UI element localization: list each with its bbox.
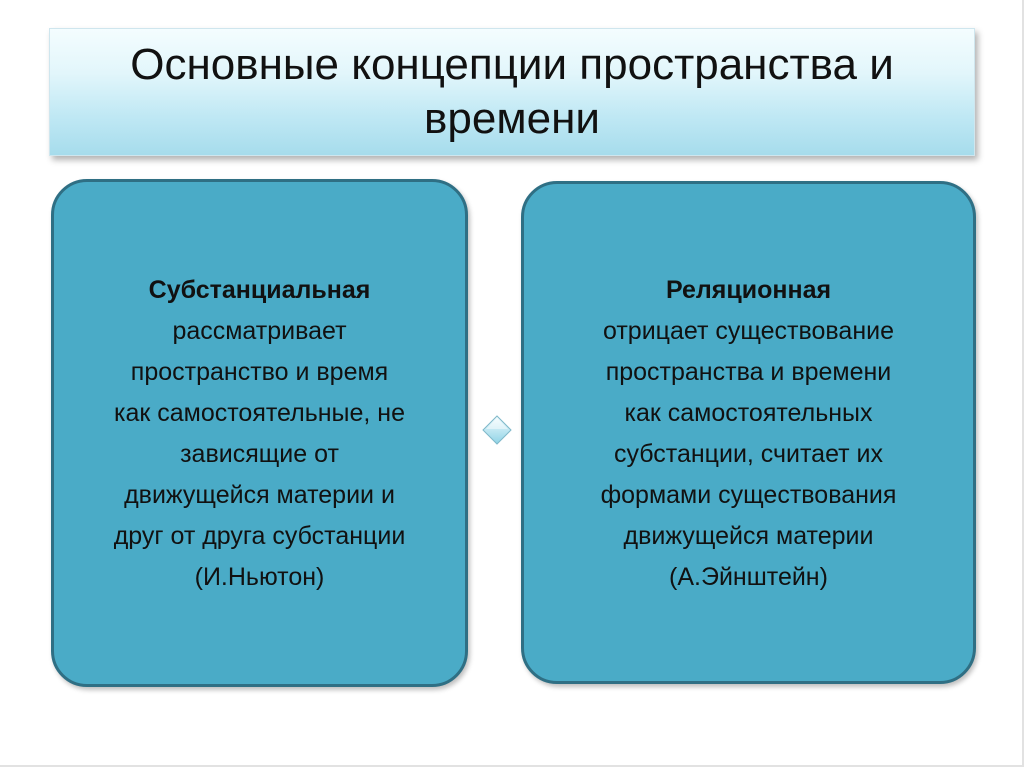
card-substantial bbox=[51, 179, 468, 687]
card-substantial-content bbox=[60, 270, 460, 598]
diamond-icon bbox=[481, 414, 513, 446]
card-substantial-heading: Субстанциальная bbox=[148, 276, 371, 304]
card-relational-content bbox=[529, 270, 969, 598]
card-relational-heading: Реляционная bbox=[665, 276, 832, 304]
card-relational bbox=[521, 181, 976, 684]
card-substantial-body: рассматривает пространство и время как самостоятельные, не зависящие от движущейся материи и друг от друга субстанции (И.Ньютон) bbox=[113, 317, 406, 591]
card-relational-body: отрицает существование пространства и времени как самостоятельных субстанции, считает их формами существования движущейся материи (А.Эйнштейн) bbox=[600, 317, 897, 591]
slide-title: Основные концепции пространства и времени bbox=[130, 40, 894, 143]
title-banner bbox=[49, 28, 975, 156]
